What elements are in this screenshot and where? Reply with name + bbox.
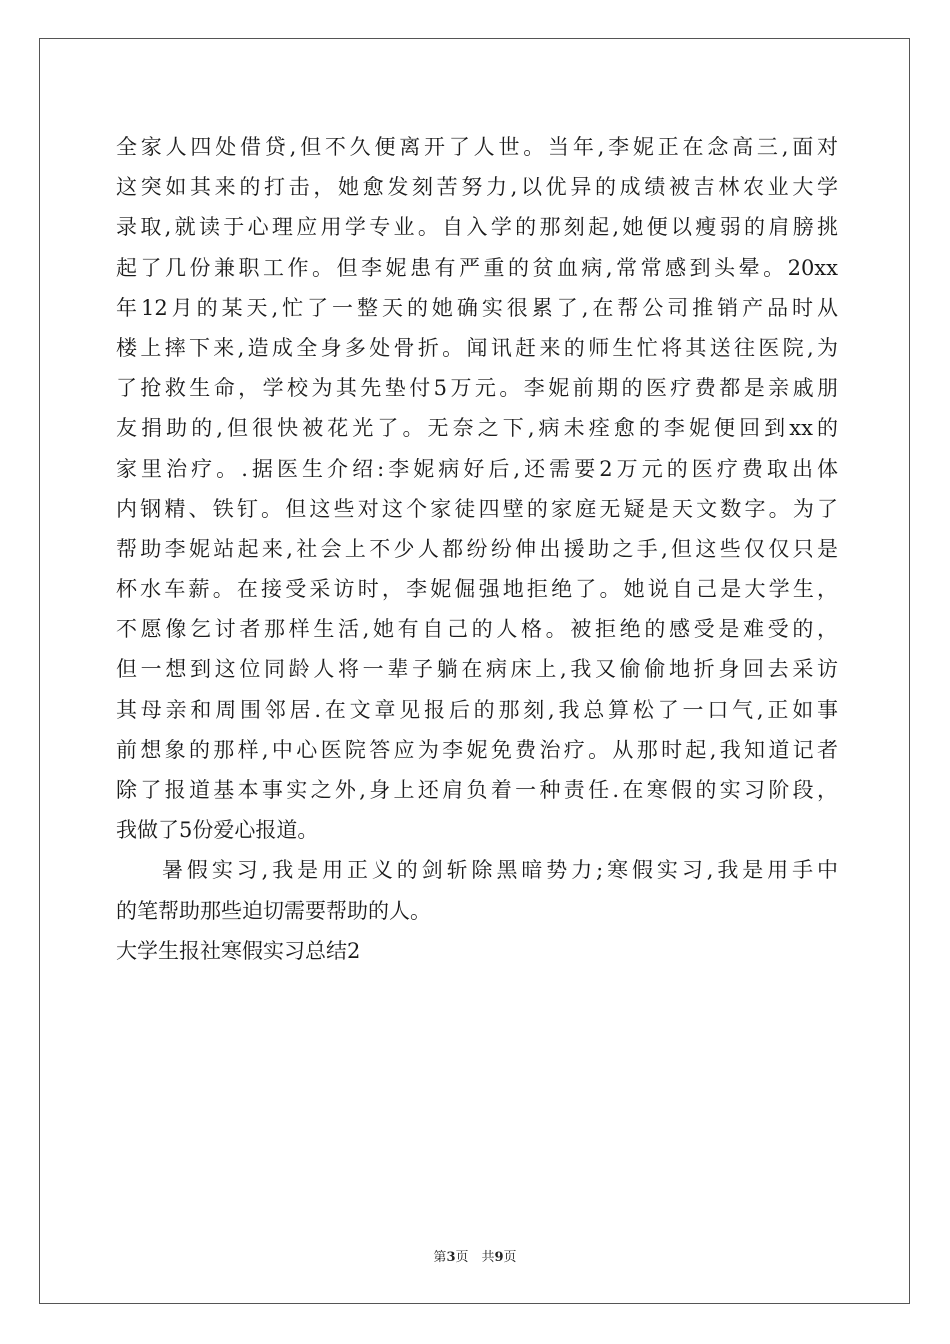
section-heading: 大学生报社寒假实习总结2 [116, 938, 361, 963]
text-line: 家里治疗。.据医生介绍:李妮病好后,还需要2万元的医疗费取出体 [116, 456, 838, 481]
text-line: 全家人四处借贷,但不久便离开了人世。当年,李妮正在念高三,面对 [116, 135, 838, 159]
text-line: 起了几份兼职工作。但李妮患有严重的贫血病,常常感到头晕。20xx [116, 255, 838, 280]
current-page-number: 3 [446, 1250, 456, 1265]
text-line: 其母亲和周围邻居.在文章见报后的那刻,我总算松了一口气,正如事 [116, 697, 838, 722]
footer-mid: 页 共 [455, 1250, 495, 1265]
text-line: 录取,就读于心理应用学专业。自入学的那刻起,她便以瘦弱的肩膀挑 [116, 215, 838, 240]
total-page-number: 9 [494, 1250, 504, 1265]
document-body [116, 127, 838, 971]
text-line: 除了报道基本事实之外,身上还肩负着一种责任.在寒假的实习阶段， [116, 778, 838, 802]
text-line: 前想象的那样,中心医院答应为李妮免费治疗。从那时起,我知道记者 [116, 737, 838, 762]
text-line: 内钢精、铁钉。但这些对这个家徒四壁的家庭无疑是天文数字。为了 [116, 496, 838, 521]
text-line: 帮助李妮站起来,社会上不少人都纷纷伸出援助之手,但这些仅仅只是 [116, 536, 838, 561]
text-line: 年12月的某天,忙了一整天的她确实很累了,在帮公司推销产品时从 [116, 295, 838, 320]
text-line: 我做了5份爱心报道。 [116, 818, 319, 843]
footer-suffix: 页 [503, 1250, 517, 1265]
text-line: 楼上摔下来,造成全身多处骨折。闻讯赶来的师生忙将其送往医院,为 [116, 335, 838, 360]
text-line: 了抢救生命，学校为其先垫付5万元。李妮前期的医疗费都是亲戚朋 [116, 376, 838, 401]
text-line: 这突如其来的打击，她愈发刻苦努力,以优异的成绩被吉林农业大学 [116, 175, 838, 200]
text-line: 暑假实习,我是用正义的剑斩除黑暗势力;寒假实习,我是用手中 [162, 858, 838, 883]
text-line: 友捐助的,但很快被花光了。无奈之下,病未痊愈的李妮便回到xx的 [116, 416, 838, 441]
footer-prefix: 第 [433, 1250, 447, 1265]
text-line: 的笔帮助那些迫切需要帮助的人。 [116, 898, 431, 923]
page-footer [0, 1246, 950, 1265]
text-line: 但一想到这位同龄人将一辈子躺在病床上,我又偷偷地折身回去采访 [116, 657, 838, 682]
text-line: 不愿像乞讨者那样生活,她有自己的人格。被拒绝的感受是难受的， [116, 617, 838, 642]
text-line: 杯水车薪。在接受采访时，李妮倔强地拒绝了。她说自己是大学生， [116, 577, 838, 602]
